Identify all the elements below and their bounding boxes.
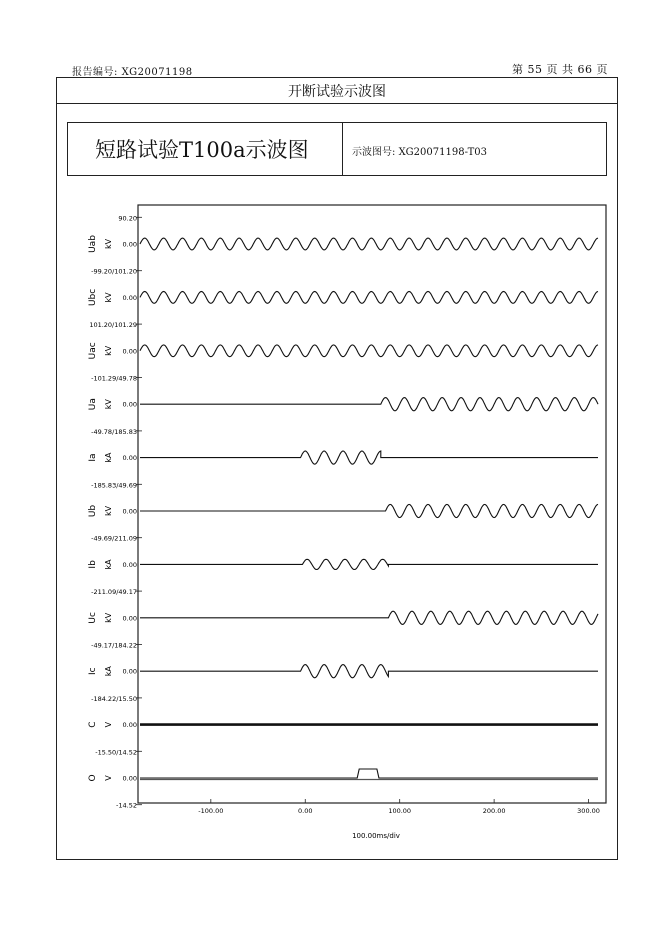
boundary-label: 101.20/101.29 [89,321,137,330]
boundary-label: -101.29/49.78 [91,374,137,383]
x-tick-label: 300.00 [577,807,600,815]
channel-zero-label: 0.00 [122,400,137,409]
channel-name: Ib [88,560,98,569]
channel-name: O [88,774,98,782]
channel-ic [88,665,598,678]
channel-unit: kV [104,292,113,303]
x-axis [198,799,600,815]
channel-trace [140,611,598,624]
channel-name: Ub [88,504,98,518]
page-info: 第 55 页 共 66 页 [512,63,608,76]
figure-number-value: XG20071198-T03 [398,147,487,158]
channel-name: Uac [88,342,98,360]
channel-zero-label: 0.00 [122,721,137,730]
channel-trace [140,238,598,250]
test-title: 短路试验T100a示波图 [95,138,309,162]
channel-trace [140,769,598,778]
channel-zero-label: 0.00 [122,667,137,676]
channel-name: C [88,721,98,728]
channel-unit: kV [104,612,113,623]
boundary-label: -185.83/49.69 [91,481,137,490]
boundary-label: -49.17/184.22 [91,641,137,650]
channel-zero-label: 0.00 [122,614,137,623]
channel-o [88,769,598,783]
channel-trace [140,398,598,411]
boundary-label: -49.69/211.09 [91,534,137,543]
channel-name: Ubc [88,288,98,307]
figure-number-label: 示波图号: [352,147,396,158]
channel-ub [88,504,598,517]
channel-unit: kA [104,559,113,570]
x-tick-label: 100.00 [388,807,412,815]
channel-unit: V [104,775,113,781]
channel-zero-label: 0.00 [122,507,137,516]
channel-unit: kA [104,666,113,677]
x-tick-label: -100.00 [198,807,224,815]
channel-trace [140,559,598,569]
channel-unit: kV [104,399,113,410]
channel-ubc [88,289,598,306]
report-number-value: XG20071198 [121,67,193,78]
channel-trace [140,665,598,678]
channel-unit: kA [104,452,113,463]
channel-zero-label: 0.00 [122,293,137,302]
channels [88,235,598,783]
boundary-label: -15.50/14.52 [95,748,137,757]
boundary-label: -184.22/15.50 [91,694,137,703]
channel-ia [88,451,598,464]
channel-zero-label: 0.00 [122,240,137,249]
channel-trace [140,451,598,464]
x-tick-label: 0.00 [298,807,313,815]
channel-ib [88,559,598,570]
channel-zero-label: 0.00 [122,454,137,463]
channel-name: Ic [88,667,98,676]
channel-unit: kV [104,345,113,356]
channel-name: Uab [88,235,98,253]
channel-name: Ua [88,398,98,411]
channel-zero-label: 0.00 [122,347,137,356]
channel-trace [140,504,598,517]
channel-name: Uc [88,612,98,624]
channel-uc [88,611,598,624]
section-title: 开断试验示波图 [288,84,386,100]
channel-unit: V [104,721,113,728]
plot-frame [138,205,606,803]
channel-unit: kV [104,238,113,250]
boundary-label: -211.09/49.17 [91,588,137,597]
boundary-label: -99.20/101.20 [91,267,137,276]
channel-name: Ia [88,453,98,462]
report-number-label: 报告编号: [72,67,118,78]
channel-c [88,721,598,729]
channel-zero-label: 0.00 [122,560,137,569]
boundary-label: -49.78/185.83 [91,427,137,436]
channel-trace [140,292,598,304]
channel-uac [88,342,598,359]
channel-ua [88,398,598,411]
channel-uab [88,235,598,253]
channel-unit: kV [104,505,113,517]
channel-trace [140,345,598,357]
boundary-label: -14.52 [116,801,137,810]
boundary-label: 90.20 [118,214,137,223]
x-tick-label: 200.00 [482,807,506,815]
x-axis-label: 100.00ms/div [352,832,400,840]
channel-zero-label: 0.00 [122,774,137,783]
